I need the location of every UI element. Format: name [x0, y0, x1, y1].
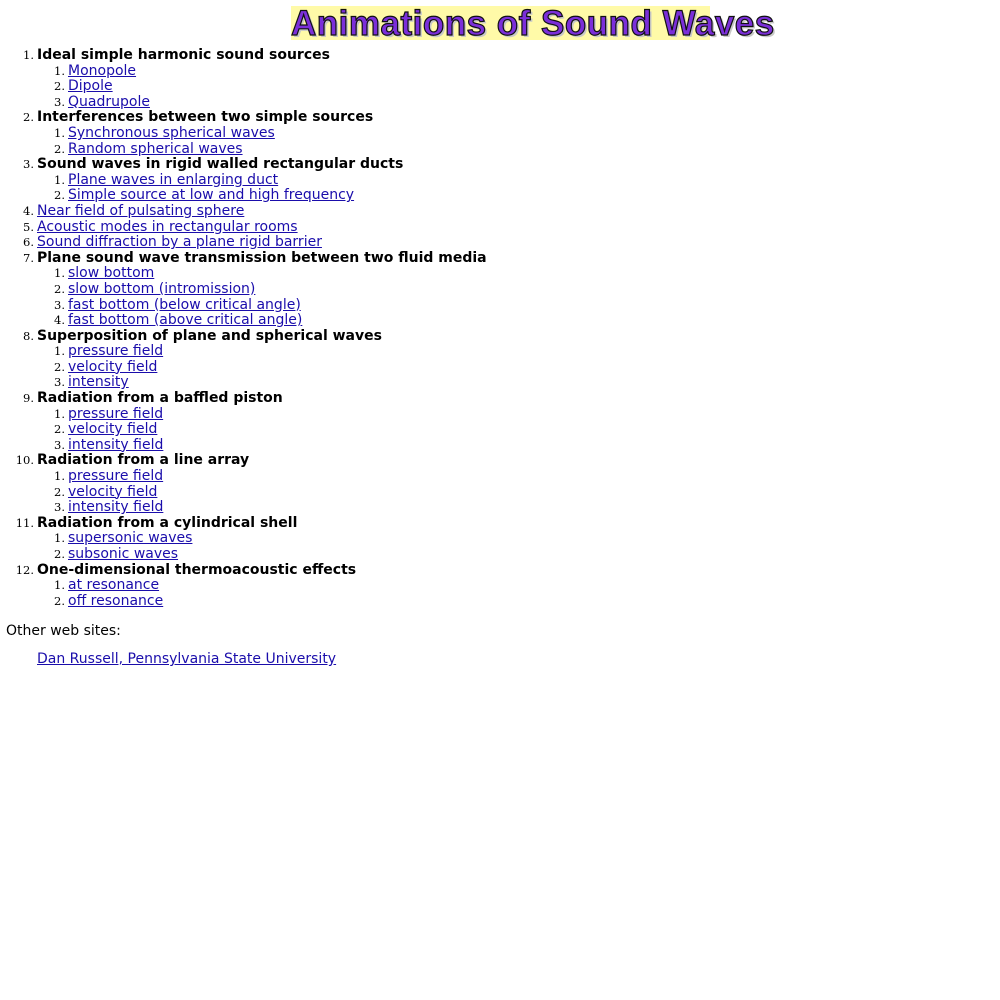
section-item: [23, 47, 487, 110]
other-sites-heading: Other web sites:: [6, 623, 121, 639]
subtopic-number: 3.: [54, 500, 65, 515]
subtopic-item: [54, 93, 487, 111]
subtopic-item: [54, 530, 487, 547]
external-site-link[interactable]: Dan Russell, Pennsylvania State University: [37, 651, 337, 667]
section-heading: Radiation from a cylindrical shell: [37, 514, 298, 531]
subtopic-item: [54, 312, 487, 329]
subtopic-number: 2.: [54, 281, 65, 296]
section-link[interactable]: Acoustic modes in rectangular rooms: [37, 218, 298, 235]
subtopic-number: 1.: [54, 63, 65, 78]
section-item: [15, 561, 487, 610]
section-item: [23, 109, 487, 157]
subtopic-number: 2.: [54, 359, 65, 374]
section-number: 7.: [23, 250, 34, 265]
section-heading: Sound waves in rigid walled rectangular ducts: [37, 156, 404, 173]
subtopic-link[interactable]: pressure field: [68, 343, 164, 360]
subtopic-link[interactable]: pressure field: [68, 405, 164, 422]
section-heading: Ideal simple harmonic sound sources: [37, 47, 330, 63]
section-number: 6.: [23, 235, 34, 250]
subtopic-item: [54, 78, 487, 95]
section-number: 2.: [23, 110, 34, 125]
subtopic-number: 2.: [54, 188, 65, 203]
subtopic-number: 1.: [54, 172, 65, 187]
subtopic-link[interactable]: Random spherical waves: [68, 140, 243, 157]
subtopic-item: [54, 62, 487, 80]
subtopic-item: [54, 374, 487, 391]
subtopic-number: 1.: [54, 578, 65, 593]
subtopic-number: 1.: [54, 469, 65, 484]
subtopic-list: [37, 531, 487, 562]
section-heading: Interferences between two simple sources: [37, 109, 374, 126]
subtopic-link[interactable]: intensity: [68, 374, 129, 391]
subtopic-item: [54, 140, 487, 158]
subtopic-list: [37, 266, 487, 328]
subtopic-item: [54, 483, 487, 501]
subtopic-link[interactable]: at resonance: [68, 577, 160, 594]
subtopic-link[interactable]: Simple source at low and high frequency: [68, 187, 355, 204]
section-number: 9.: [23, 391, 34, 406]
subtopic-number: 3.: [54, 297, 65, 312]
subtopic-item: [54, 499, 487, 516]
section-number: 11.: [15, 515, 34, 530]
subtopic-item: [54, 296, 487, 314]
section-item: [15, 514, 487, 563]
section-link[interactable]: Sound diffraction by a plane rigid barrier: [37, 234, 322, 251]
subtopic-link[interactable]: fast bottom (above critical angle): [68, 312, 303, 329]
subtopic-link[interactable]: supersonic waves: [68, 530, 193, 547]
subtopic-item: [54, 265, 487, 282]
section-number: 10.: [15, 453, 34, 468]
page-banner: [291, 4, 775, 43]
subtopic-list: [37, 469, 487, 516]
subtopic-number: 1.: [54, 344, 65, 359]
subtopic-number: 2.: [54, 141, 65, 156]
section-heading: Radiation from a baffled piston: [37, 390, 283, 407]
subtopic-link[interactable]: slow bottom: [68, 265, 155, 282]
subtopic-item: [54, 358, 487, 376]
subtopic-item: [54, 280, 487, 298]
section-item: [23, 234, 487, 251]
section-item: [23, 390, 487, 453]
subtopic-item: [54, 187, 487, 204]
section-link[interactable]: Near field of pulsating sphere: [37, 202, 245, 219]
subtopic-item: [54, 577, 487, 594]
subtopic-list: [37, 407, 487, 454]
subtopic-list: [37, 173, 487, 204]
subtopic-list: [37, 344, 487, 391]
subtopic-link[interactable]: velocity field: [68, 421, 158, 438]
subtopic-link[interactable]: intensity field: [68, 436, 164, 453]
subtopic-number: 2.: [54, 484, 65, 499]
subtopic-number: 3.: [54, 437, 65, 452]
subtopic-link[interactable]: velocity field: [68, 483, 158, 500]
subtopic-link[interactable]: slow bottom (intromission): [68, 280, 256, 297]
section-number: 8.: [23, 328, 34, 343]
section-item: [23, 202, 487, 220]
subtopic-number: 4.: [54, 313, 65, 328]
subtopic-number: 1.: [54, 531, 65, 546]
topics-list: [0, 48, 487, 609]
subtopic-number: 1.: [54, 125, 65, 140]
section-number: 1.: [23, 48, 34, 62]
section-heading: Radiation from a line array: [37, 452, 250, 469]
section-item: [15, 452, 487, 516]
subtopic-link[interactable]: Quadrupole: [68, 93, 150, 110]
subtopic-item: [54, 124, 487, 142]
section-item: [23, 218, 487, 236]
subtopic-link[interactable]: Dipole: [68, 78, 113, 95]
subtopic-link[interactable]: Synchronous spherical waves: [68, 124, 275, 141]
external-site-item: [37, 651, 336, 667]
subtopic-number: 3.: [54, 375, 65, 390]
subtopic-number: 2.: [54, 79, 65, 94]
subtopic-number: 2.: [54, 422, 65, 437]
subtopic-list: [37, 578, 487, 609]
subtopic-link[interactable]: off resonance: [68, 592, 164, 609]
section-number: 12.: [15, 562, 34, 577]
page-title: Animations of Sound Waves: [291, 4, 775, 43]
other-sites-list: [37, 651, 336, 667]
section-item: [23, 249, 487, 329]
section-item: [23, 156, 487, 204]
section-heading: One-dimensional thermoacoustic effects: [37, 561, 357, 578]
subtopic-number: 2.: [54, 547, 65, 561]
subtopic-link[interactable]: Plane waves in enlarging duct: [68, 171, 279, 188]
subtopic-link[interactable]: Monopole: [68, 62, 137, 79]
subtopic-link[interactable]: fast bottom (below critical angle): [68, 296, 301, 313]
section-number: 4.: [23, 203, 34, 218]
section-number: 5.: [23, 219, 34, 234]
subtopic-link[interactable]: intensity field: [68, 499, 164, 516]
subtopic-list: [37, 64, 487, 111]
subtopic-item: [54, 343, 487, 360]
subtopic-item: [54, 436, 487, 454]
subtopic-item: [54, 405, 487, 423]
subtopic-link[interactable]: subsonic waves: [68, 546, 179, 562]
subtopic-number: 1.: [54, 406, 65, 421]
subtopic-number: 2.: [54, 593, 65, 608]
section-heading: Superposition of plane and spherical waves: [37, 327, 382, 344]
subtopic-list: [37, 126, 487, 157]
subtopic-link[interactable]: pressure field: [68, 468, 164, 485]
section-number: 3.: [23, 157, 34, 172]
subtopic-number: 3.: [54, 94, 65, 109]
section-heading: Plane sound wave transmission between two fluid media: [37, 249, 487, 266]
subtopic-item: [54, 546, 487, 563]
subtopic-item: [54, 592, 487, 610]
section-item: [23, 327, 487, 391]
subtopic-link[interactable]: velocity field: [68, 358, 158, 375]
subtopic-item: [54, 468, 487, 485]
subtopic-item: [54, 421, 487, 438]
subtopic-item: [54, 171, 487, 189]
subtopic-number: 1.: [54, 266, 65, 281]
